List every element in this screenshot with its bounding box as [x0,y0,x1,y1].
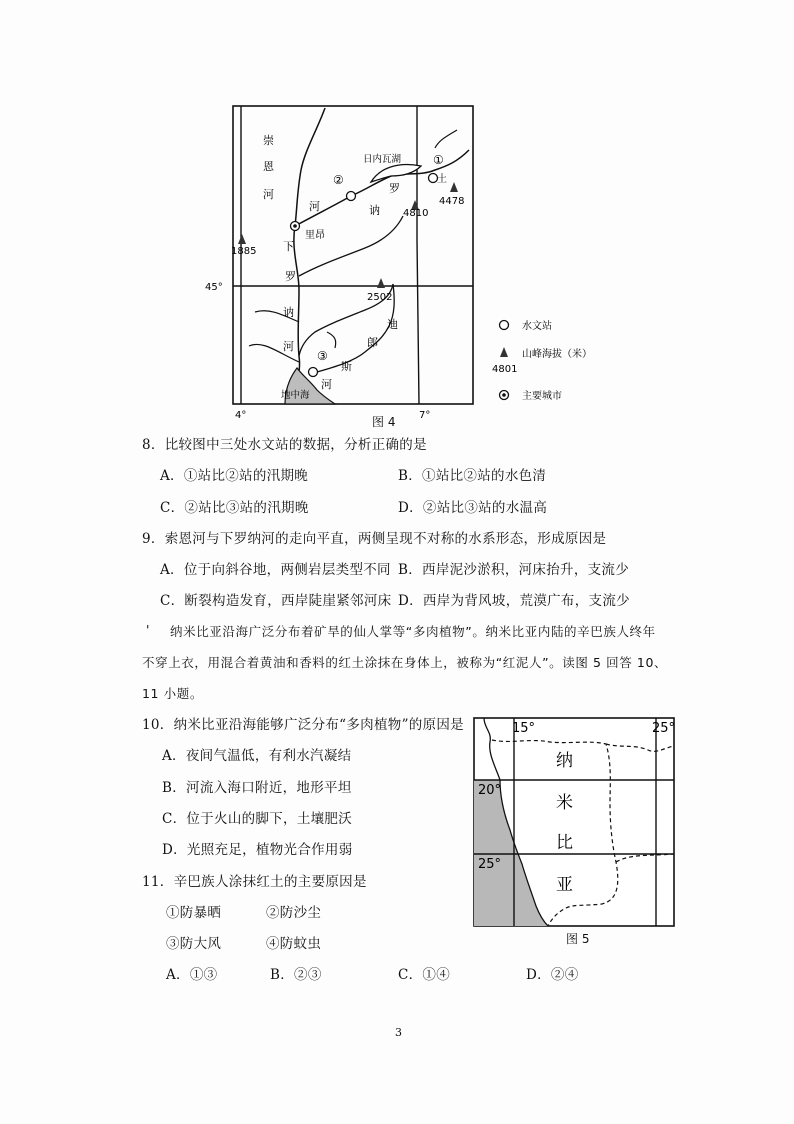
legend-peak-sample: 4801 [492,364,518,375]
question-11-option-a[interactable]: A．①③ [166,967,218,983]
figure-4-caption: 图 4 [372,415,396,429]
figure-4-legend [490,315,600,405]
question-9-option-c[interactable]: C．断裂构造发育，西岸陡崖紧邻河床 [160,593,392,609]
label-tu: 土 [437,174,447,185]
label-he-b: 河 [309,200,320,213]
label-station-1: ① [433,153,444,167]
label-lon-25: 25° [652,721,676,736]
label-luo-2: 罗 [285,270,296,283]
label-lon-15: 15° [512,721,536,736]
label-peak-1885: 1885 [231,246,257,257]
passage-mark: ' [146,622,151,637]
page-number: 3 [395,1026,402,1039]
question-10-stem: 10．纳米比亚沿海能够广泛分布“多肉植物”的原因是 [142,717,464,733]
passage-line-2: 不穿上衣，用混合着黄油和香料的红土涂抹在身体上，被称为“红泥人”。读图 5 回答 10、 [142,655,668,670]
question-10-option-a[interactable]: A．夜间气温低，有利水汽凝结 [162,748,352,764]
question-11-item-4: ④防蚊虫 [266,936,322,952]
label-lon-4: 4° [235,410,247,421]
question-10-option-c[interactable]: C．位于火山的脚下，土壤肥沃 [162,811,353,827]
passage-line-3: 11 小题。 [142,686,203,701]
label-station-2: ② [333,173,344,187]
label-sea: 地中海 [281,390,310,401]
label-he-3: 河 [321,378,332,391]
figure-5-caption: 图 5 [566,932,590,946]
legend-station-icon [500,321,509,330]
peak-2502-marker [377,278,385,288]
question-11-item-3: ③防大风 [166,936,222,952]
label-lake: 日内瓦湖 [363,154,402,165]
question-11-option-b[interactable]: B．②③ [270,967,322,983]
question-11-item-2: ②防沙尘 [266,905,322,921]
label-peak-4478: 4478 [439,196,465,207]
station-2-marker [347,192,356,201]
question-8-option-d[interactable]: D．②站比③站的水温高 [398,500,548,516]
label-lat-20: 20° [478,783,502,798]
peak-4478-marker [450,182,458,192]
label-lon-7: 7° [419,410,431,421]
label-lat-45: 45° [205,282,223,293]
label-si: 斯 [341,360,352,373]
label-en: 恩 [263,160,274,173]
label-mi: 米 [556,793,573,813]
label-he: 河 [263,188,274,201]
question-9-option-d[interactable]: D．西岸为背风坡，荒漠广布，支流少 [398,593,630,609]
label-bi: 比 [556,833,573,853]
question-11-item-1: ①防暴晒 [166,905,222,921]
question-8-option-b[interactable]: B．①站比②站的水色清 [398,468,547,484]
peak-1885-marker [238,234,246,244]
question-9-option-b[interactable]: B．西岸泥沙淤积，河床抬升，支流少 [398,562,630,578]
question-11-option-c[interactable]: C．①④ [398,967,451,983]
label-he-2: 河 [283,340,294,353]
label-lyon: 里昂 [305,230,325,241]
question-10-option-b[interactable]: B．河流入海口附近，地形平坦 [162,780,352,796]
label-chong: 崇 [263,134,274,147]
legend-peak-label: 山峰海拔（米） [522,349,592,360]
label-rhone-na: 讷 [369,204,380,217]
label-na: 纳 [556,751,573,771]
question-9-option-a[interactable]: A．位于向斜谷地，两侧岩层类型不同 [160,562,391,578]
label-lat-25: 25° [478,857,502,872]
legend-station-label: 水文站 [522,321,552,332]
label-na-2: 讷 [283,306,294,319]
meridian-7 [417,106,419,404]
question-8-stem: 8．比较图中三处水文站的数据，分析正确的是 [142,437,427,453]
passage-line-1: 纳米比亚沿海广泛分布着矿旱的仙人掌等“多肉植物”。纳米比亚内陆的辛巴族人终年 [170,624,656,639]
label-peak-2502: 2502 [367,292,393,303]
legend-peak-icon [500,347,508,357]
question-11-stem: 11．辛巴族人涂抹红土的主要原因是 [142,874,367,890]
question-9-stem: 9．索恩河与下罗纳河的走向平直，两侧呈现不对称的水系形态，形成原因是 [142,531,607,547]
label-di: 迪 [387,318,398,331]
label-ya: 亚 [556,875,573,895]
legend-city-label: 主要城市 [522,391,562,402]
label-station-3: ③ [317,349,328,363]
figure-5-map [470,714,682,946]
question-11-option-d[interactable]: D．②④ [526,967,579,983]
station-3-marker [309,368,318,377]
label-lang: 郎 [367,336,378,349]
question-8-option-c[interactable]: C．②站比③站的汛期晚 [160,500,309,516]
question-8-option-a[interactable]: A．①站比②站的汛期晚 [160,468,309,484]
question-10-option-d[interactable]: D．光照充足，植物光合作用弱 [162,842,353,858]
label-xia: 下 [283,240,294,253]
label-rhone-luo: 罗 [389,182,400,195]
label-peak-4810: 4810 [403,208,429,219]
